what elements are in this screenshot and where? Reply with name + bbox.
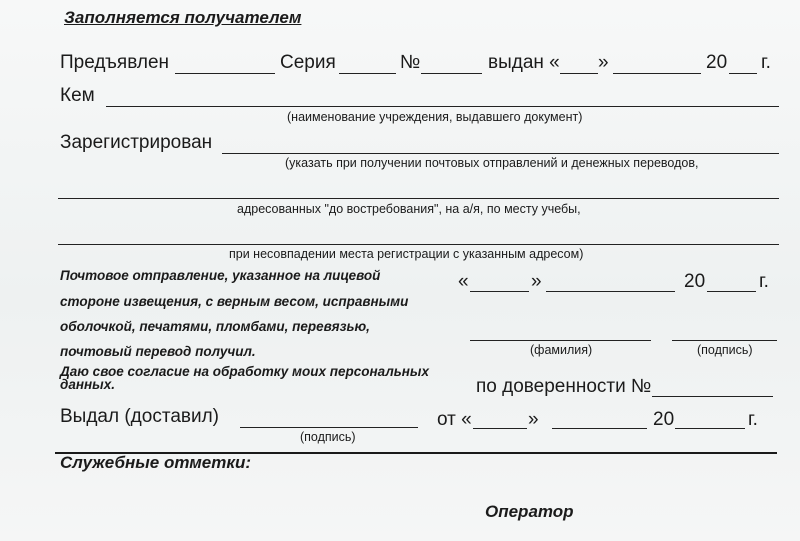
consent-text-1: Даю свое согласие на обработку моих персональных [60, 364, 429, 379]
issued-label: выдан « [488, 52, 560, 73]
surname-field[interactable] [470, 340, 651, 341]
received-text-2: стороне извещения, с верным весом, исправными [60, 294, 409, 309]
issued-date-close-quote: » [528, 409, 539, 430]
issued-date-year-prefix: 20 [653, 409, 675, 430]
form-header: Заполняется получателем [64, 8, 302, 27]
receipt-year-field[interactable] [707, 291, 756, 292]
receipt-year-suffix: г. [759, 271, 769, 292]
consent-text-2: данных. [60, 377, 115, 392]
receipt-year-prefix: 20 [684, 271, 706, 292]
registered-field[interactable] [222, 153, 779, 154]
registered-hint-3: при несовпадении места регистрации с указанным адресом) [229, 247, 584, 261]
signature-hint: (подпись) [697, 343, 753, 357]
issued-date-month-field[interactable] [552, 428, 647, 429]
registered-hint-2: адресованных "до востребования", на а/я, по месту учебы, [237, 202, 581, 216]
series-field[interactable] [339, 73, 396, 74]
issued-by-label: Выдал (доставил) [60, 406, 220, 427]
issued-year-field[interactable] [729, 73, 757, 74]
series-label: Серия [280, 52, 336, 73]
issued-date-day-field[interactable] [473, 428, 527, 429]
number-field[interactable] [421, 73, 482, 74]
received-text-1: Почтовое отправление, указанное на лицевой [60, 268, 381, 283]
issuer-signature-field[interactable] [240, 427, 418, 428]
presented-label: Предъявлен [60, 52, 170, 73]
issued-day-field[interactable] [560, 73, 598, 74]
signature-field[interactable] [672, 340, 777, 341]
service-marks-label: Служебные отметки: [60, 453, 252, 472]
receipt-day-field[interactable] [470, 291, 529, 292]
surname-hint: (фамилия) [530, 343, 593, 357]
receipt-open-quote: « [458, 271, 469, 292]
registered-field-line-2[interactable] [58, 198, 779, 199]
received-text-3: оболочкой, печатями, пломбами, перевязью, [60, 319, 370, 334]
number-label: № [400, 52, 421, 73]
issued-date-year-field[interactable] [675, 428, 745, 429]
issuer-signature-hint: (подпись) [300, 430, 356, 444]
proxy-label: по доверенности № [476, 376, 652, 397]
registered-label: Зарегистрирован [60, 132, 213, 153]
registered-field-line-3[interactable] [58, 244, 779, 245]
issued-month-field[interactable] [613, 73, 701, 74]
presented-field[interactable] [175, 73, 275, 74]
issued-close-quote: » [598, 52, 609, 73]
issued-year-prefix: 20 [706, 52, 728, 73]
by-whom-hint: (наименование учреждения, выдавшего документ) [287, 110, 583, 124]
registered-hint-1: (указать при получении почтовых отправлений и денежных переводов, [285, 156, 699, 170]
operator-label: Оператор [485, 502, 574, 521]
proxy-number-field[interactable] [652, 396, 773, 397]
issued-date-year-suffix: г. [748, 409, 758, 430]
by-whom-field[interactable] [106, 106, 779, 107]
issued-year-suffix: г. [761, 52, 771, 73]
issued-from-label: от « [437, 409, 472, 430]
receipt-close-quote: » [531, 271, 542, 292]
received-text-4: почтовый перевод получил. [60, 344, 256, 359]
receipt-month-field[interactable] [546, 291, 675, 292]
by-whom-label: Кем [60, 85, 95, 106]
